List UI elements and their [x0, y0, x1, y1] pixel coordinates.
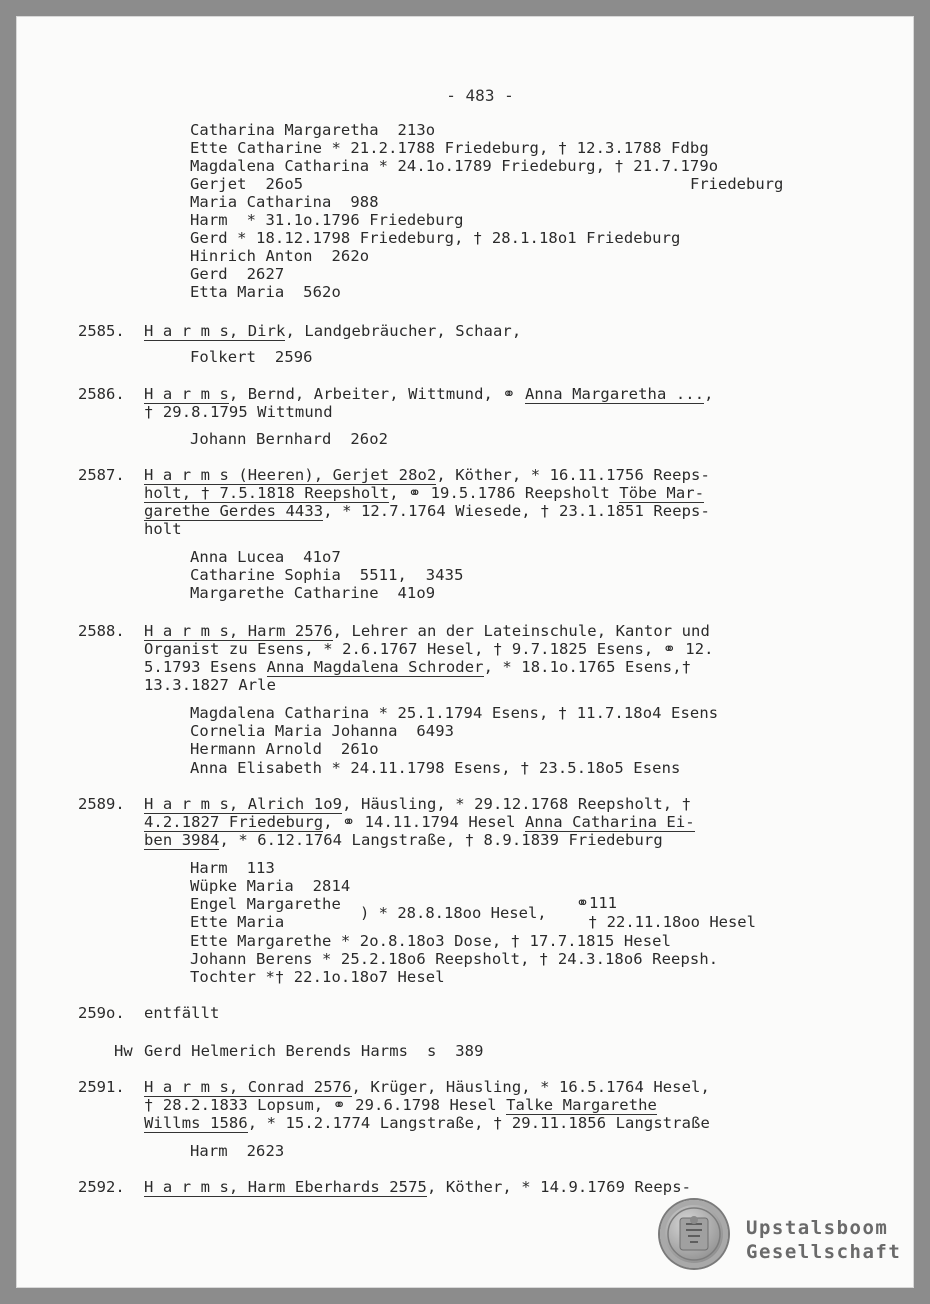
entry-heading — [144, 1178, 691, 1196]
child-line: Tochter *† 22.1o.18o7 Hesel — [190, 968, 445, 986]
child-line: Etta Maria 562o — [190, 283, 341, 301]
child-line: Harm * 31.1o.1796 Friedeburg — [190, 211, 464, 229]
entry-line — [144, 484, 704, 502]
document-page — [16, 16, 914, 1288]
child-line: Anna Elisabeth * 24.11.1798 Esens, † 23.5.18o5 Esens — [190, 759, 681, 777]
entry-number: 2588. — [78, 622, 125, 640]
entry-line — [144, 1114, 710, 1132]
entry-heading: entfällt — [144, 1004, 220, 1022]
child-line: Harm 2623 — [190, 1142, 285, 1160]
entry-number: 2585. — [78, 322, 125, 340]
person-name: H a r m s, Harm Eberhards 2575 — [144, 1178, 427, 1196]
child-line: Cornelia Maria Johanna 6493 — [190, 722, 455, 740]
spouse-name: Anna Margaretha ... — [524, 385, 705, 403]
entry-number: 259o. — [78, 1004, 125, 1022]
entry-details: , Köther, * 14.9.1769 Reeps- — [426, 1178, 692, 1196]
entry-details: , Köther, * 16.11.1756 Reeps- — [436, 466, 710, 484]
entry-heading — [144, 1078, 710, 1096]
entry-details: , Krüger, Häusling, * 16.5.1764 Hesel, — [351, 1078, 710, 1096]
entry-details: , * 12.7.1764 Wiesede, † 23.1.1851 Reeps- — [323, 502, 710, 520]
child-line: Magdalena Catharina * 24.1o.1789 Friedeburg, † 21.7.179o — [190, 157, 719, 175]
entry-heading — [144, 385, 714, 403]
person-name: H a r m s, Dirk — [144, 322, 286, 340]
child-line: Gerd * 18.12.1798 Friedeburg, † 28.1.18o1 Friedeburg — [190, 229, 681, 247]
brand-line-1: Upstalsboom — [746, 1217, 889, 1239]
entry-line — [144, 1096, 657, 1114]
child-line: Hinrich Anton 262o — [190, 247, 370, 265]
child-line: Catharina Margaretha 213o — [190, 121, 436, 139]
child-line: Harm 113 — [190, 859, 275, 877]
entry-details: , * 15.2.1774 Langstraße, † 29.11.1856 Langstraße — [247, 1114, 710, 1132]
child-line: Folkert 2596 — [190, 348, 313, 366]
child-line: Magdalena Catharina * 25.1.1794 Esens, † 11.7.18o4 Esens — [190, 704, 719, 722]
child-line: Wüpke Maria 2814 — [190, 877, 351, 895]
entry-details: , Landgebräucher, Schaar, — [285, 322, 522, 340]
entry-line — [144, 658, 691, 676]
hw-label: Hw — [114, 1042, 133, 1060]
person-name: H a r m s, Conrad 2576 — [144, 1078, 352, 1096]
entry-heading — [144, 322, 521, 340]
twins-death: † 22.11.18oo Hesel — [588, 913, 756, 931]
twins-bracket-text: ) * 28.8.18oo Hesel, — [360, 904, 547, 922]
spouse-name: Talke Margarethe — [506, 1096, 657, 1114]
child-line: Engel Margarethe — [190, 895, 341, 913]
entry-details: , ⚭ 14.11.1794 Hesel — [323, 813, 525, 831]
entry-line: 13.3.1827 Arle — [144, 676, 277, 694]
child-line: Gerjet 26o5 — [190, 175, 304, 193]
entry-heading — [144, 622, 710, 640]
spouse-name: Töbe Mar- — [619, 484, 705, 502]
death-record: 4.2.1827 Friedeburg — [144, 813, 324, 831]
entry-number: 2586. — [78, 385, 125, 403]
person-name: H a r m s, Alrich 1o9 — [144, 795, 343, 813]
place-continuation: Friedeburg — [690, 175, 784, 193]
entry-details: , Bernd, Arbeiter, Wittmund, ⚭ — [228, 385, 525, 403]
spouse-name: Anna Catharina Ei- — [524, 813, 695, 831]
entry-details: , ⚭ 19.5.1786 Reepsholt — [389, 484, 620, 502]
entry-line — [144, 813, 695, 831]
entry-line — [144, 831, 663, 849]
death-record: holt, † 7.5.1818 Reepsholt — [144, 484, 390, 502]
entry-details: , * 18.1o.1765 Esens,† — [483, 658, 692, 676]
child-line: Margarethe Catharine 41o9 — [190, 584, 436, 602]
entry-number: 2587. — [78, 466, 125, 484]
child-line: Johann Berens * 25.2.18o6 Reepsholt, † 24.3.18o6 Reepsh. — [190, 950, 719, 968]
entry-line — [144, 502, 710, 520]
spouse-name: Anna Magdalena Schroder — [266, 658, 484, 676]
entry-line: holt — [144, 520, 182, 538]
entry-details: , Häusling, * 29.12.1768 Reepsholt, † — [342, 795, 692, 813]
marriage-ref: ⚭111 — [576, 894, 617, 912]
person-name: H a r m s (Heeren), Gerjet 28o2 — [144, 466, 437, 484]
child-line: Catharine Sophia 5511, 3435 — [190, 566, 464, 584]
child-line: Maria Catharina 988 — [190, 193, 379, 211]
child-line: Ette Margarethe * 2o.8.18o3 Dose, † 17.7.1815 Hesel — [190, 932, 672, 950]
child-line: Johann Bernhard 26o2 — [190, 430, 389, 448]
entry-line: † 29.8.1795 Wittmund — [144, 403, 333, 421]
child-line: Hermann Arnold 261o — [190, 740, 379, 758]
entry-details: † 28.2.1833 Lopsum, ⚭ 29.6.1798 Hesel — [144, 1096, 507, 1114]
spouse-name: garethe Gerdes 4433 — [144, 502, 324, 520]
page-number: - 483 - — [446, 86, 514, 105]
entry-number: 2592. — [78, 1178, 125, 1196]
entry-line: Organist zu Esens, * 2.6.1767 Hesel, † 9.7.1825 Esens, ⚭ 12. — [144, 640, 714, 658]
child-line: Ette Catharine * 21.2.1788 Friedeburg, † 12.3.1788 Fdbg — [190, 139, 709, 157]
brand-line-2: Gesellschaft — [746, 1241, 902, 1263]
entry-heading — [144, 795, 691, 813]
person-name: H a r m s, Harm 2576 — [144, 622, 333, 640]
entry-number: 2591. — [78, 1078, 125, 1096]
person-name: H a r m s — [144, 385, 229, 403]
entry-details: , — [704, 385, 714, 403]
entry-details: 5.1793 Esens — [144, 658, 267, 676]
child-line: Gerd 2627 — [190, 265, 285, 283]
entry-number: 2589. — [78, 795, 125, 813]
child-line: Ette Maria — [190, 913, 285, 931]
society-logo-text — [746, 1216, 901, 1264]
child-line: Anna Lucea 41o7 — [190, 548, 341, 566]
entry-details: , Lehrer an der Lateinschule, Kantor und — [332, 622, 710, 640]
hw-entry: Gerd Helmerich Berends Harms s 389 — [144, 1042, 484, 1060]
society-seal-icon — [660, 1200, 728, 1268]
entry-heading — [144, 466, 710, 484]
entry-details: , * 6.12.1764 Langstraße, † 8.9.1839 Friedeburg — [219, 831, 663, 849]
spouse-name: ben 3984 — [144, 831, 220, 849]
spouse-name: Willms 1586 — [144, 1114, 248, 1132]
